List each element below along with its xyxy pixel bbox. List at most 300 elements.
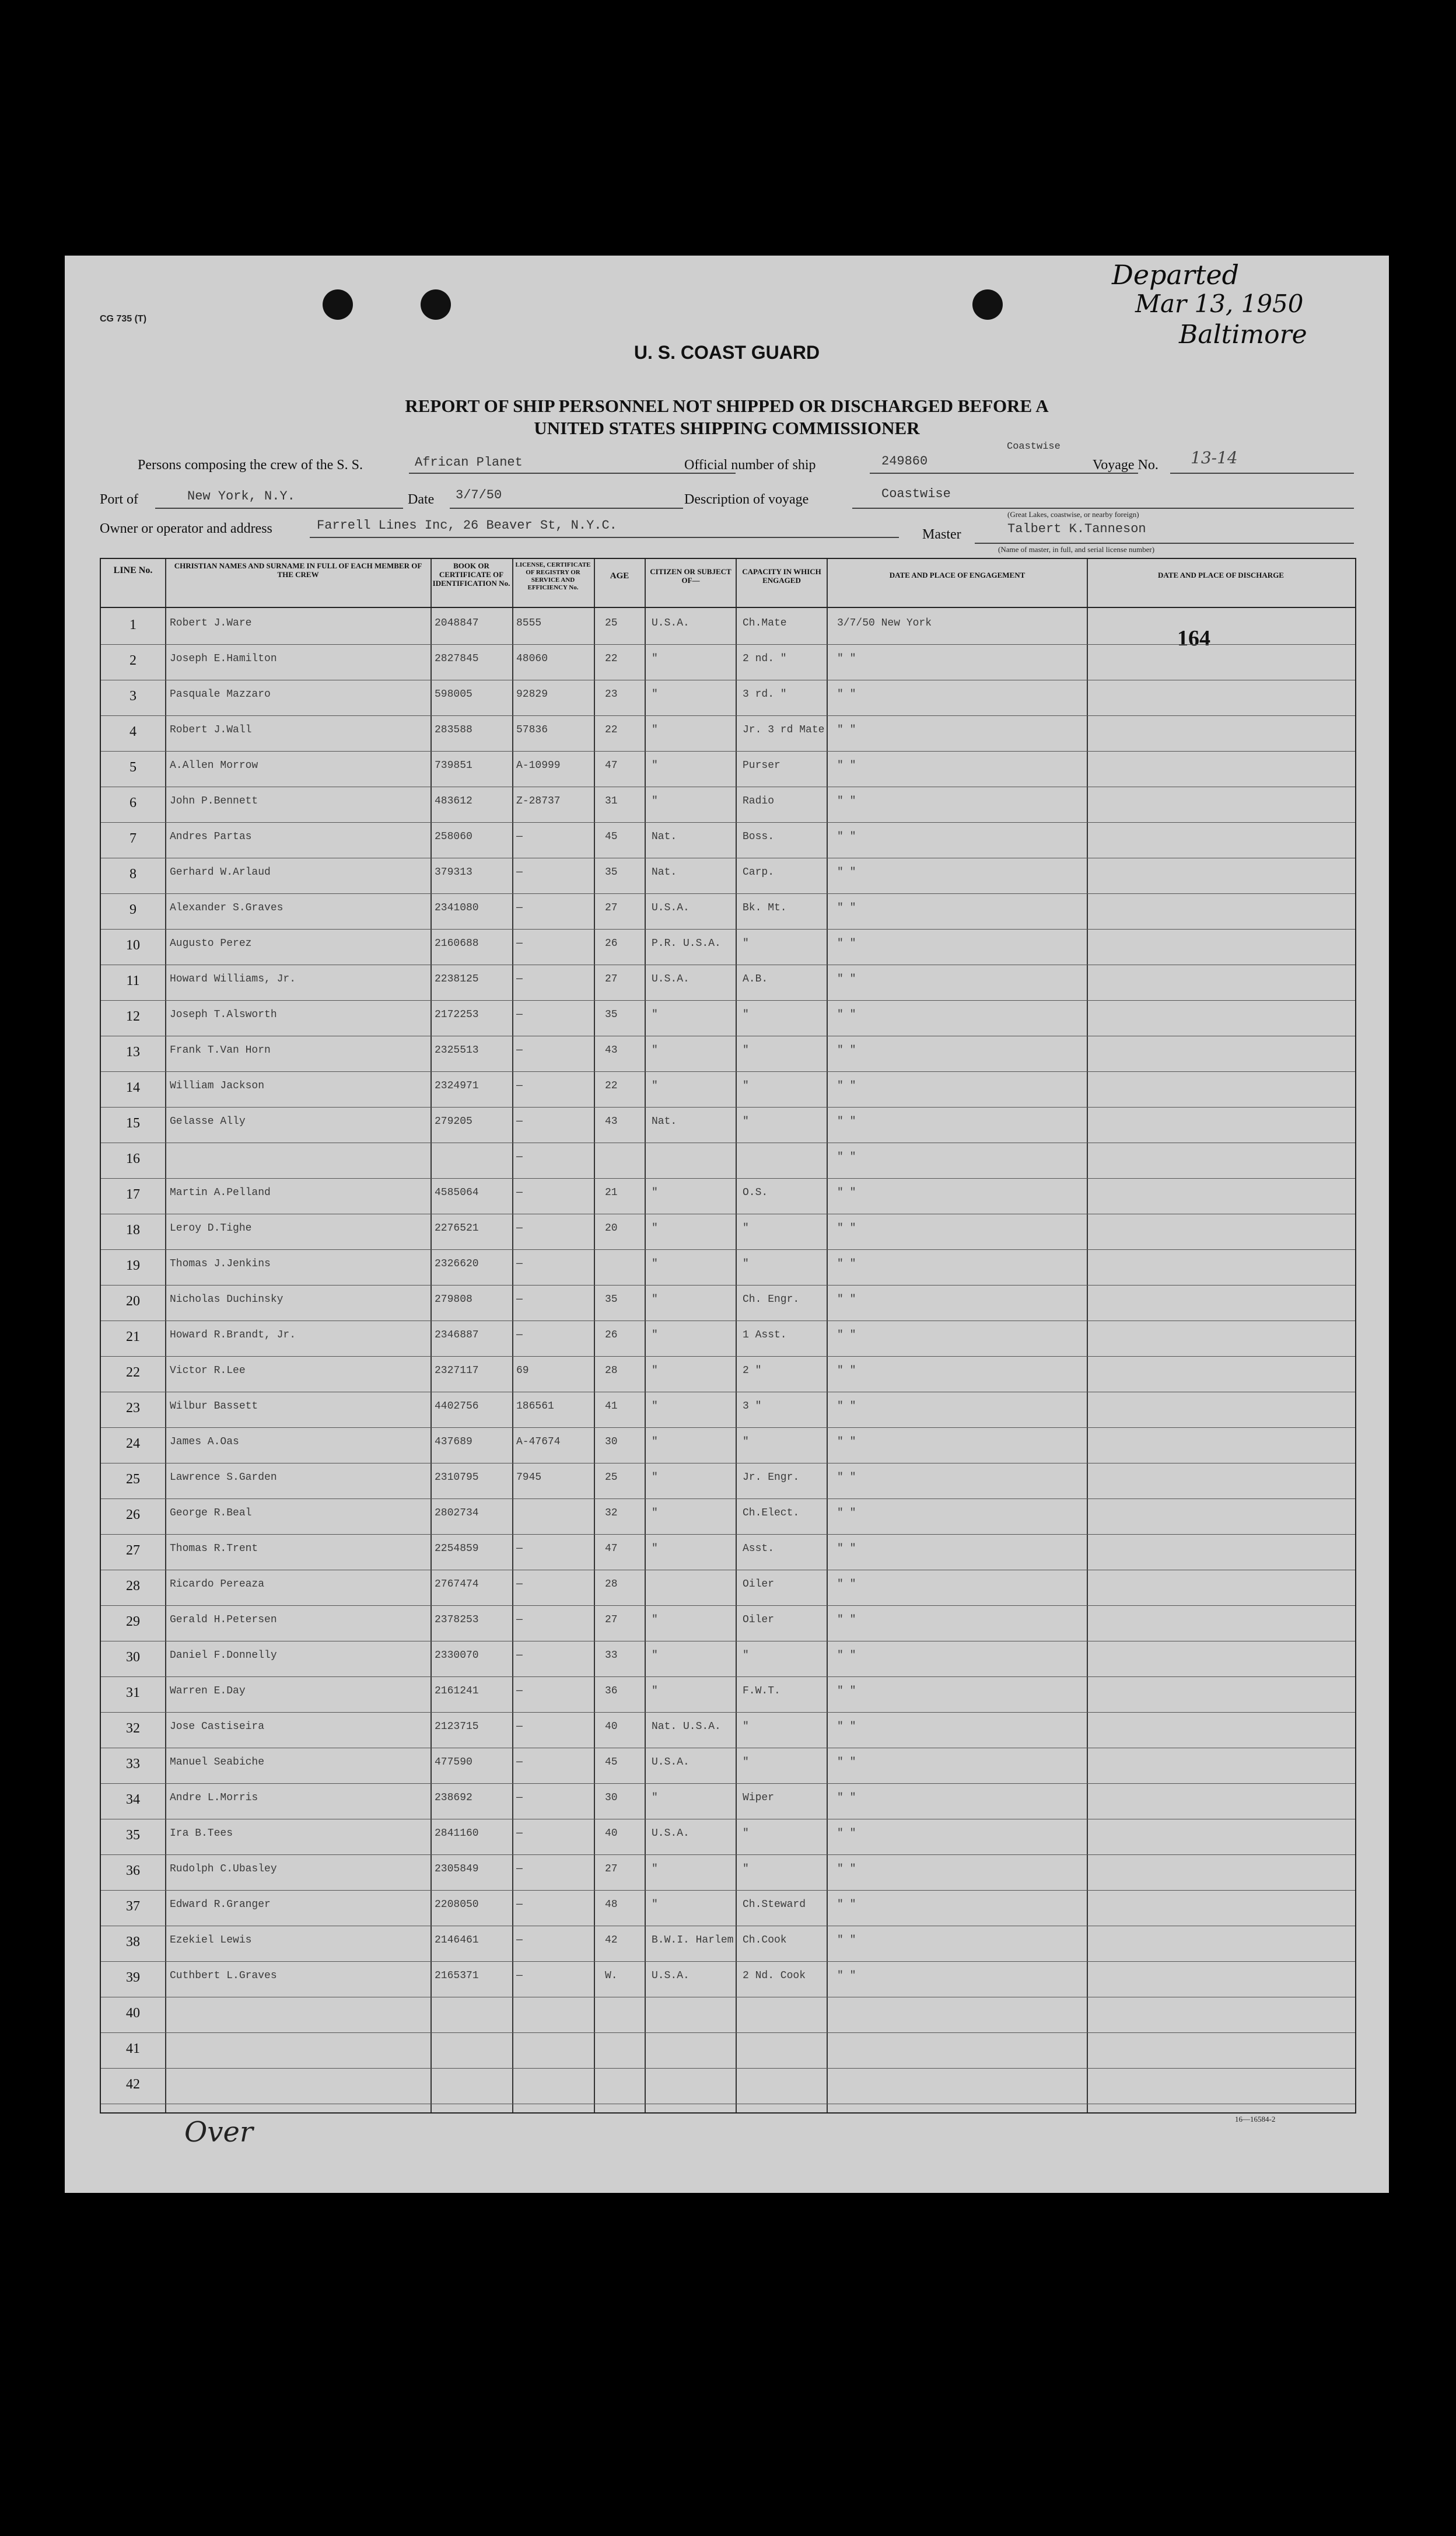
cell-age: 30 bbox=[605, 1436, 618, 1448]
cell-capacity: " bbox=[743, 1650, 749, 1661]
cell-age: 26 bbox=[605, 1329, 618, 1341]
date-label: Date bbox=[408, 492, 435, 507]
line-number: 2 bbox=[130, 653, 136, 668]
cell-license: 57836 bbox=[516, 724, 548, 736]
line-number: 1 bbox=[130, 617, 136, 633]
cell-age: 43 bbox=[605, 1045, 618, 1056]
cell-book: 2146461 bbox=[435, 1934, 479, 1946]
cell-license: — bbox=[516, 1009, 523, 1021]
form-page bbox=[65, 256, 1389, 2193]
col-header-book: BOOK OR CERTIFICATE OF IDENTIFICATION No. bbox=[432, 561, 510, 588]
line-number: 34 bbox=[126, 1792, 140, 1807]
line-number: 37 bbox=[126, 1899, 140, 1914]
master-hint: (Name of master, in full, and serial license number) bbox=[998, 545, 1155, 554]
cell-book: 2254859 bbox=[435, 1543, 479, 1555]
form-number: CG 735 (T) bbox=[100, 314, 147, 324]
table-row bbox=[101, 1143, 1355, 1179]
col-header-capacity: CAPACITY IN WHICH ENGAGED bbox=[742, 567, 821, 585]
cell-citizen: U.S.A. bbox=[652, 1756, 690, 1768]
punch-hole bbox=[421, 289, 451, 320]
cell-book: 283588 bbox=[435, 724, 473, 736]
cell-citizen: " bbox=[652, 1685, 658, 1697]
cell-age: 27 bbox=[605, 902, 618, 914]
cell-capacity: " bbox=[743, 1009, 749, 1021]
cell-name: Thomas R.Trent bbox=[170, 1543, 258, 1555]
line-number: 8 bbox=[130, 867, 136, 882]
line-number: 10 bbox=[126, 938, 140, 953]
cell-name: Victor R.Lee bbox=[170, 1365, 246, 1377]
table-row bbox=[101, 1606, 1355, 1641]
cell-capacity: " bbox=[743, 1116, 749, 1127]
cell-name: Warren E.Day bbox=[170, 1685, 246, 1697]
cell-age: 28 bbox=[605, 1365, 618, 1377]
cell-name: Ira B.Tees bbox=[170, 1828, 233, 1839]
cell-book: 2346887 bbox=[435, 1329, 479, 1341]
cell-citizen: " bbox=[652, 1543, 658, 1555]
description-hint: (Great Lakes, coastwise, or nearby foreign) bbox=[1007, 510, 1139, 519]
cell-citizen: Nat. bbox=[652, 831, 677, 843]
cell-citizen: " bbox=[652, 1294, 658, 1305]
table-row bbox=[101, 1997, 1355, 2033]
cell-book: 483612 bbox=[435, 795, 473, 807]
line-number: 12 bbox=[126, 1009, 140, 1024]
cell-engagement: " " bbox=[837, 1685, 856, 1697]
cell-citizen: " bbox=[652, 1650, 658, 1661]
table-row bbox=[101, 1001, 1355, 1036]
cell-capacity: Wiper bbox=[743, 1792, 775, 1804]
table-row bbox=[101, 752, 1355, 787]
table-row bbox=[101, 1250, 1355, 1286]
line-number: 36 bbox=[126, 1863, 140, 1878]
cell-citizen: " bbox=[652, 1614, 658, 1626]
cell-age: W. bbox=[605, 1970, 618, 1982]
cell-engagement: " " bbox=[837, 1400, 856, 1412]
cell-capacity: Carp. bbox=[743, 867, 775, 878]
cell-citizen: U.S.A. bbox=[652, 902, 690, 914]
cell-engagement: " " bbox=[837, 1828, 856, 1839]
line-number: 40 bbox=[126, 2006, 140, 2021]
cell-citizen: " bbox=[652, 760, 658, 771]
line-number: 23 bbox=[126, 1400, 140, 1416]
cell-name: Martin A.Pelland bbox=[170, 1187, 271, 1199]
table-row bbox=[101, 609, 1355, 645]
cell-engagement: " " bbox=[837, 1116, 856, 1127]
cell-engagement: " " bbox=[837, 1151, 856, 1163]
print-code: 16—16584-2 bbox=[1235, 2115, 1276, 2123]
cell-citizen: U.S.A. bbox=[652, 973, 690, 985]
cell-age: 22 bbox=[605, 724, 618, 736]
cell-citizen: " bbox=[652, 1258, 658, 1270]
cell-name: Edward R.Granger bbox=[170, 1899, 271, 1910]
agency-heading: U. S. COAST GUARD bbox=[634, 342, 820, 363]
cell-license: — bbox=[516, 1614, 523, 1626]
cell-book: 2827845 bbox=[435, 653, 479, 665]
cell-citizen: Nat. bbox=[652, 1116, 677, 1127]
table-row bbox=[101, 645, 1355, 680]
cell-age: 32 bbox=[605, 1507, 618, 1519]
cell-engagement: " " bbox=[837, 1614, 856, 1626]
cell-engagement: " " bbox=[837, 1436, 856, 1448]
cell-name: William Jackson bbox=[170, 1080, 265, 1092]
cell-name: Gelasse Ally bbox=[170, 1116, 246, 1127]
cell-book: 2172253 bbox=[435, 1009, 479, 1021]
cell-age: 43 bbox=[605, 1116, 618, 1127]
cell-capacity: 2 Nd. Cook bbox=[743, 1970, 806, 1982]
cell-book: 238692 bbox=[435, 1792, 473, 1804]
line-number: 11 bbox=[126, 973, 140, 988]
cell-age: 22 bbox=[605, 653, 618, 665]
table-row bbox=[101, 858, 1355, 894]
line-number: 29 bbox=[126, 1614, 140, 1629]
cell-age: 41 bbox=[605, 1400, 618, 1412]
cell-age: 23 bbox=[605, 689, 618, 700]
cell-age: 42 bbox=[605, 1934, 618, 1946]
table-row bbox=[101, 2033, 1355, 2069]
cell-engagement: " " bbox=[837, 1045, 856, 1056]
cell-license: — bbox=[516, 1792, 523, 1804]
crew-table bbox=[100, 558, 1356, 2114]
cell-age: 36 bbox=[605, 1685, 618, 1697]
table-row bbox=[101, 1784, 1355, 1819]
table-row bbox=[101, 894, 1355, 930]
table-row bbox=[101, 1214, 1355, 1250]
cell-book: 2123715 bbox=[435, 1721, 479, 1732]
cell-book: 2325513 bbox=[435, 1045, 479, 1056]
line-number: 15 bbox=[126, 1116, 140, 1131]
voyage-label: Voyage No. bbox=[1093, 457, 1158, 473]
table-row bbox=[101, 823, 1355, 858]
cell-license: — bbox=[516, 1970, 523, 1982]
cell-engagement: " " bbox=[837, 1507, 856, 1519]
cell-age: 35 bbox=[605, 1294, 618, 1305]
cell-license: — bbox=[516, 1222, 523, 1234]
cell-book: 2767474 bbox=[435, 1578, 479, 1590]
cell-license: — bbox=[516, 1650, 523, 1661]
table-row bbox=[101, 1926, 1355, 1962]
cell-capacity: Asst. bbox=[743, 1543, 775, 1555]
cell-book: 279808 bbox=[435, 1294, 473, 1305]
cell-capacity: Ch.Mate bbox=[743, 617, 787, 629]
cell-license: — bbox=[516, 1151, 523, 1163]
owner-label: Owner or operator and address bbox=[100, 521, 272, 536]
table-row bbox=[101, 1036, 1355, 1072]
cell-engagement: " " bbox=[837, 1543, 856, 1555]
cell-capacity: 3 rd. " bbox=[743, 689, 787, 700]
table-row bbox=[101, 1535, 1355, 1570]
cell-capacity: Boss. bbox=[743, 831, 775, 843]
owner: Farrell Lines Inc, 26 Beaver St, N.Y.C. bbox=[317, 518, 617, 533]
cell-capacity: 2 nd. " bbox=[743, 653, 787, 665]
cell-book: 379313 bbox=[435, 867, 473, 878]
cell-citizen: " bbox=[652, 1222, 658, 1234]
line-number: 6 bbox=[130, 795, 136, 811]
table-row bbox=[101, 1570, 1355, 1606]
col-header-engagement: DATE AND PLACE OF ENGAGEMENT bbox=[889, 571, 1026, 579]
ship-name: African Planet bbox=[415, 455, 523, 470]
cell-license: — bbox=[516, 1863, 523, 1875]
cell-book: 2048847 bbox=[435, 617, 479, 629]
line-number: 14 bbox=[126, 1080, 140, 1095]
cell-capacity: " bbox=[743, 1436, 749, 1448]
cell-book: 2327117 bbox=[435, 1365, 479, 1377]
cell-citizen: " bbox=[652, 1187, 658, 1199]
port: New York, N.Y. bbox=[187, 489, 295, 504]
table-row bbox=[101, 1463, 1355, 1499]
cell-age: 27 bbox=[605, 1863, 618, 1875]
line-number: 41 bbox=[126, 2041, 140, 2056]
cell-engagement: " " bbox=[837, 1187, 856, 1199]
cell-capacity: " bbox=[743, 1222, 749, 1234]
table-row bbox=[101, 1179, 1355, 1214]
cell-engagement: " " bbox=[837, 1792, 856, 1804]
table-row bbox=[101, 716, 1355, 752]
cell-book: 2326620 bbox=[435, 1258, 479, 1270]
cell-license: — bbox=[516, 867, 523, 878]
line-number: 24 bbox=[126, 1436, 140, 1451]
over-note: Over bbox=[184, 2116, 253, 2149]
cell-engagement: " " bbox=[837, 867, 856, 878]
table-row bbox=[101, 1392, 1355, 1428]
cell-engagement: " " bbox=[837, 795, 856, 807]
col-header-name: CHRISTIAN NAMES AND SURNAME IN FULL OF EACH MEMBER OF THE CREW bbox=[174, 561, 422, 579]
voyage-note: Coastwise bbox=[1007, 441, 1060, 452]
departed-port-annotation: Baltimore bbox=[1179, 320, 1307, 350]
cell-book: 2310795 bbox=[435, 1472, 479, 1483]
cell-engagement: " " bbox=[837, 1472, 856, 1483]
cell-citizen: " bbox=[652, 1080, 658, 1092]
cell-age: 48 bbox=[605, 1899, 618, 1910]
cell-book: 2841160 bbox=[435, 1828, 479, 1839]
cell-capacity: " bbox=[743, 938, 749, 949]
line-number: 17 bbox=[126, 1187, 140, 1202]
table-row bbox=[101, 1321, 1355, 1357]
table-row bbox=[101, 1357, 1355, 1392]
cell-license: — bbox=[516, 973, 523, 985]
master-label: Master bbox=[922, 527, 961, 542]
cell-name: Gerhard W.Arlaud bbox=[170, 867, 271, 878]
table-row bbox=[101, 1891, 1355, 1926]
cell-book: 2208050 bbox=[435, 1899, 479, 1910]
cell-capacity: " bbox=[743, 1756, 749, 1768]
col-header-line: LINE No. bbox=[113, 565, 153, 575]
cell-name: Robert J.Ware bbox=[170, 617, 252, 629]
cell-capacity: Jr. Engr. bbox=[743, 1472, 800, 1483]
cell-age: 35 bbox=[605, 867, 618, 878]
cell-license: — bbox=[516, 1045, 523, 1056]
cell-citizen: " bbox=[652, 689, 658, 700]
line-number: 16 bbox=[126, 1151, 140, 1166]
cell-age: 35 bbox=[605, 1009, 618, 1021]
table-row bbox=[101, 1641, 1355, 1677]
line-number: 20 bbox=[126, 1294, 140, 1309]
cell-book: 2238125 bbox=[435, 973, 479, 985]
cell-book: 2341080 bbox=[435, 902, 479, 914]
cell-capacity: " bbox=[743, 1863, 749, 1875]
cell-book: 2165371 bbox=[435, 1970, 479, 1982]
cell-capacity: 1 Asst. bbox=[743, 1329, 787, 1341]
line-number: 35 bbox=[126, 1828, 140, 1843]
col-header-discharge: DATE AND PLACE OF DISCHARGE bbox=[1158, 571, 1284, 579]
cell-age: 31 bbox=[605, 795, 618, 807]
description-label: Description of voyage bbox=[684, 492, 809, 507]
cell-citizen: " bbox=[652, 724, 658, 736]
cell-name: Leroy D.Tighe bbox=[170, 1222, 252, 1234]
cell-engagement: " " bbox=[837, 1294, 856, 1305]
cell-capacity: Oiler bbox=[743, 1614, 775, 1626]
cell-engagement: " " bbox=[837, 831, 856, 843]
line-number: 27 bbox=[126, 1543, 140, 1558]
cell-license: 8555 bbox=[516, 617, 542, 629]
cell-capacity: " bbox=[743, 1045, 749, 1056]
cell-license: — bbox=[516, 1258, 523, 1270]
cell-book: 2802734 bbox=[435, 1507, 479, 1519]
cell-book: 2305849 bbox=[435, 1863, 479, 1875]
table-row bbox=[101, 1286, 1355, 1321]
cell-license: — bbox=[516, 1329, 523, 1341]
line-number: 18 bbox=[126, 1222, 140, 1238]
cell-age: 40 bbox=[605, 1721, 618, 1732]
table-row bbox=[101, 1072, 1355, 1108]
line-number: 19 bbox=[126, 1258, 140, 1273]
table-row bbox=[101, 787, 1355, 823]
cell-license: — bbox=[516, 1578, 523, 1590]
cell-engagement: " " bbox=[837, 1009, 856, 1021]
line-number: 30 bbox=[126, 1650, 140, 1665]
cell-name: Robert J.Wall bbox=[170, 724, 252, 736]
cell-capacity: 2 " bbox=[743, 1365, 762, 1377]
cell-engagement: " " bbox=[837, 1934, 856, 1946]
line-number: 7 bbox=[130, 831, 136, 846]
cell-engagement: " " bbox=[837, 973, 856, 985]
crew-label: Persons composing the crew of the S. S. bbox=[138, 457, 363, 473]
cell-age: 40 bbox=[605, 1828, 618, 1839]
cell-name: George R.Beal bbox=[170, 1507, 252, 1519]
cell-license: 186561 bbox=[516, 1400, 554, 1412]
cell-citizen: " bbox=[652, 1436, 658, 1448]
cell-book: 598005 bbox=[435, 689, 473, 700]
cell-citizen: " bbox=[652, 1863, 658, 1875]
line-number: 5 bbox=[130, 760, 136, 775]
cell-name: Thomas J.Jenkins bbox=[170, 1258, 271, 1270]
departed-date-annotation: Mar 13, 1950 bbox=[1135, 289, 1304, 318]
cell-age: 21 bbox=[605, 1187, 618, 1199]
cell-age: 47 bbox=[605, 1543, 618, 1555]
cell-name: Andres Partas bbox=[170, 831, 252, 843]
cell-age: 27 bbox=[605, 1614, 618, 1626]
cell-engagement: " " bbox=[837, 1222, 856, 1234]
cell-age: 25 bbox=[605, 617, 618, 629]
cell-license: — bbox=[516, 938, 523, 949]
port-label: Port of bbox=[100, 492, 138, 507]
cell-age: 30 bbox=[605, 1792, 618, 1804]
cell-capacity: Ch.Steward bbox=[743, 1899, 806, 1910]
cell-book: 2378253 bbox=[435, 1614, 479, 1626]
page-stamp: 164 bbox=[1177, 626, 1210, 651]
cell-name: John P.Bennett bbox=[170, 795, 258, 807]
cell-name: Joseph T.Alsworth bbox=[170, 1009, 277, 1021]
report-title-line2: UNITED STATES SHIPPING COMMISSIONER bbox=[534, 418, 920, 438]
cell-citizen: B.W.I. Harlem bbox=[652, 1934, 734, 1946]
cell-engagement: " " bbox=[837, 1329, 856, 1341]
cell-license: 92829 bbox=[516, 689, 548, 700]
cell-capacity: O.S. bbox=[743, 1187, 768, 1199]
col-header-citizen: CITIZEN OR SUBJECT OF— bbox=[650, 567, 732, 585]
cell-engagement: " " bbox=[837, 938, 856, 949]
table-row bbox=[101, 1108, 1355, 1143]
line-number: 9 bbox=[130, 902, 136, 917]
cell-capacity: Purser bbox=[743, 760, 780, 771]
cell-engagement: " " bbox=[837, 1365, 856, 1377]
cell-age: 20 bbox=[605, 1222, 618, 1234]
cell-name: Andre L.Morris bbox=[170, 1792, 258, 1804]
cell-capacity: Ch.Cook bbox=[743, 1934, 787, 1946]
cell-age: 28 bbox=[605, 1578, 618, 1590]
cell-age: 25 bbox=[605, 1472, 618, 1483]
cell-age: 27 bbox=[605, 973, 618, 985]
line-number: 26 bbox=[126, 1507, 140, 1522]
cell-book: 437689 bbox=[435, 1436, 473, 1448]
cell-citizen: P.R. U.S.A. bbox=[652, 938, 721, 949]
cell-citizen: " bbox=[652, 1400, 658, 1412]
cell-book: 739851 bbox=[435, 760, 473, 771]
cell-citizen: U.S.A. bbox=[652, 617, 690, 629]
cell-name: Lawrence S.Garden bbox=[170, 1472, 277, 1483]
cell-book: 477590 bbox=[435, 1756, 473, 1768]
cell-book: 2160688 bbox=[435, 938, 479, 949]
cell-citizen: Nat. U.S.A. bbox=[652, 1721, 721, 1732]
cell-engagement: " " bbox=[837, 1080, 856, 1092]
cell-age: 45 bbox=[605, 831, 618, 843]
cell-citizen: U.S.A. bbox=[652, 1970, 690, 1982]
cell-book: 2324971 bbox=[435, 1080, 479, 1092]
table-row bbox=[101, 930, 1355, 965]
cell-license: — bbox=[516, 1187, 523, 1199]
punch-hole bbox=[972, 289, 1003, 320]
table-row bbox=[101, 1677, 1355, 1713]
cell-license: — bbox=[516, 1116, 523, 1127]
line-number: 39 bbox=[126, 1970, 140, 1985]
master-name: Talbert K.Tanneson bbox=[1007, 522, 1146, 536]
line-number: 38 bbox=[126, 1934, 140, 1950]
cell-engagement: " " bbox=[837, 1970, 856, 1982]
cell-citizen: " bbox=[652, 1009, 658, 1021]
cell-name: Wilbur Bassett bbox=[170, 1400, 258, 1412]
cell-citizen: " bbox=[652, 1792, 658, 1804]
cell-book: 2330070 bbox=[435, 1650, 479, 1661]
cell-engagement: " " bbox=[837, 760, 856, 771]
cell-license: — bbox=[516, 1080, 523, 1092]
cell-capacity: Radio bbox=[743, 795, 775, 807]
cell-name: Manuel Seabiche bbox=[170, 1756, 265, 1768]
table-row bbox=[101, 965, 1355, 1001]
line-number: 28 bbox=[126, 1578, 140, 1594]
table-row bbox=[101, 1819, 1355, 1855]
cell-book: 4585064 bbox=[435, 1187, 479, 1199]
cell-license: 48060 bbox=[516, 653, 548, 665]
cell-license: — bbox=[516, 1756, 523, 1768]
cell-name: Nicholas Duchinsky bbox=[170, 1294, 284, 1305]
official-number: 249860 bbox=[881, 454, 928, 469]
cell-name: Joseph E.Hamilton bbox=[170, 653, 277, 665]
cell-name: A.Allen Morrow bbox=[170, 760, 258, 771]
cell-book: 258060 bbox=[435, 831, 473, 843]
table-row bbox=[101, 1855, 1355, 1891]
cell-capacity: Jr. 3 rd Mate bbox=[743, 724, 825, 736]
line-number: 3 bbox=[130, 689, 136, 704]
cell-license: — bbox=[516, 1934, 523, 1946]
cell-book: 2161241 bbox=[435, 1685, 479, 1697]
cell-engagement: " " bbox=[837, 689, 856, 700]
